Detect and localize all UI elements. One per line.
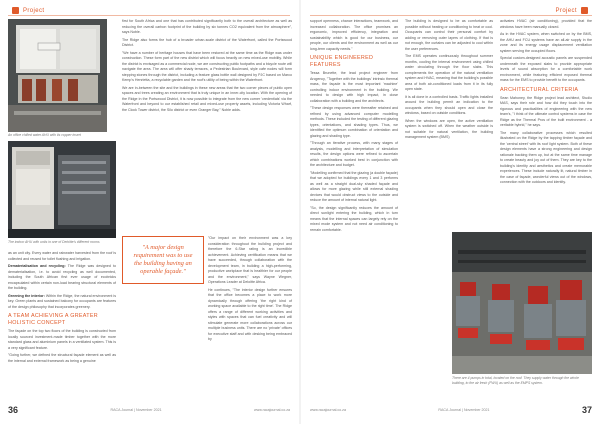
right-page-footer: www.racajournal.co.za RACA Journal | November 2021 37 (310, 405, 592, 415)
footer-magazine: RACA Journal (438, 408, 461, 412)
body-paragraph: "Going further, we defined the structural façade element as well as the internal and external framework as being a genuine (8, 353, 116, 363)
right-section-label: Project (555, 7, 577, 14)
page-number: 37 (581, 405, 592, 415)
body-paragraph: Special custom-designed acoustic panels are suspended underneath the exposed slabs to provide appropriate levels of sound absorption for a comfortable work environment, while featuring efficient exposed thermal mass for the EMS to provide benefit to the occupants. (500, 56, 592, 82)
section-marker-icon (581, 7, 588, 14)
footer-magazine: RACA Journal (110, 408, 134, 412)
right-column-3 (500, 19, 592, 227)
footer-date: November 2021 (463, 408, 490, 412)
pumps-photo-caption: There are 4 pumps in total, located on the roof. They supply water through the whole building, to the air fresh (FWU) as well as the EMPS system. (452, 376, 579, 385)
paragraph-lead: Greening the interior: (8, 293, 45, 298)
body-paragraph: The Ridge was designed to dematerialisation, i.e. to avoid recycling as well documented, including the South African first ever usage of ecobricks encapsulated within certain non-load bearing structural elements of the building. (8, 264, 117, 290)
left-section-label: Project (23, 7, 45, 14)
body-paragraph: support openness, chance interactions, teamwork, and increased collaboration. The office promises an ergonomic, improved efficiency, integration and sustainability which is good for our business, our people, our clients and the environment as well as our long-term capacity needs." (310, 19, 398, 51)
body-paragraph: The EMS operates continuously throughout summer months, cooling the internal environment using chilled water circulating through the floor slabs. This complements the operation of the natural ventilation system and HVAC, meaning that the building's possible area of both air-conditioned loads from it in its fully open state. (405, 54, 493, 91)
body-paragraph: "So, the design significantly reduces the amount of direct sunlight entering the building, which in turn means that the internal spaces can largely rely on the mixed mode system and not need air conditioning to remain comfortable. (310, 205, 398, 232)
page-gutter (299, 0, 301, 424)
ahu-photo-caption: An office chilled water AHU with its copper insert (8, 133, 81, 137)
section-subheading: ARCHITECTURAL CRITERIA (500, 86, 579, 93)
paragraph-lead: Dematerialisation and recycling: (8, 264, 66, 268)
body-paragraph: We are in-between the site and the buildings in these new areas that the two corner pieces of public open spaces and trees creating an environment that is truly unique in an inner-city location. With the opening of the Ridge in the Portswood District, it is now possible to integrate from the new corner 'credentials' via the Waterfront and beyond to our established retail and mixed-use property assets, including Victoria Wharf, the Clock Tower district, the Silo district or even Granger Bay," Noble adds. (122, 85, 292, 112)
body-paragraph: The many collaborative processes which resulted illustrated on the Ridge by the tapping timber façade and the 'central street' with its roof light system. Both of these design elements have a strong engineering and design rationale backing them up, but at the same time manage to create beauty and joy out of them. They are key to the building's identity and aesthetics and create memorable experiences. These include naturally lit, natural timber in the case of façade, wonderful views out of the windows, connection with the outdoors and identity. (500, 130, 592, 184)
body-paragraph: Tessa Brunette, the lead project engineer from Arcgency, "Together with the buildings' intrinsic thermal mass, the façade is the most important 'machine' controlling indoor environment in the building. We needed to design with high impact, in close collaboration with a building and the architects. (310, 71, 398, 103)
body-paragraph: first for South Africa and one that has contributed significantly both to the overall architecture as well as reducing the overall carbon footprint of the building by six tonnes CO2 equivalent from the atmosphere", says Noble. (122, 19, 292, 34)
page-number: 36 (8, 405, 19, 415)
right-column-1 (310, 19, 398, 401)
pumps-photo (452, 232, 592, 374)
left-column-3 (208, 236, 292, 401)
left-column-1 (8, 251, 116, 401)
header-rule (8, 15, 290, 16)
ahu-room-photo (8, 141, 116, 238)
body-paragraph: Within the Ridge, the natural environment is key. Green plants and sustained balcony for occupants are features of the design philosophy that incorporates greenery. (8, 293, 116, 309)
header-rule (310, 15, 592, 16)
body-paragraph: The façade on the top two floors of the building is constructed from locally sourced investment-made timber together with the more standard glass and aluminium panels in a ventilated system. This is a very significant feature. (8, 329, 116, 350)
body-paragraph: The building is designed to be as comfortable as possible without heating or conditioning to heat or cool. Occupants can control their personal comfort by adding or removing outer layers of clothing. If that is not enough, the curtains can be adjusted to cool within the user preferences. (405, 19, 493, 51)
body-paragraph: As in the HVAC system, when switched on by the BMS, the AHU and FCU systems have an all-air supply in the zone and its energy usage displacement ventilation system serving the occupied floors. (500, 32, 592, 53)
footer-date: November 2021 (136, 408, 162, 412)
body-paragraph: "We have a number of heritage houses that have been restored at the same time as the Ridge was under construction. These form part of the new district which will focus heavily on new mixed-use mobility. While the district is envisaged as a commercial node, we are constructing public footpaths and a bicycle route will navigate the area. The area will offer shady terraces, a Pedestrian Boulevard, style cafe nodes will form stepping stones through the district, including a feature glass bottle wall designed by PJC based on Marco Kemp's Henrietta, a recyclable garden and the roof's utility of being within the Waterfront. (122, 50, 292, 82)
body-paragraph: "Modelling confirmed that the glazing (a double façade) that we adopted for buildings every 1 and 3 performs as well as a straight dual-sky shaded façade and allows for more glazing while still external shading devices that would obstruct views to the outside and reduce the amount of internal natural light. (310, 170, 398, 202)
left-column-2 (122, 19, 292, 231)
body-paragraph: When the windows are open, the active ventilation system is switched off. When the weather outside is not suitable for natural ventilation, the building management system (BMS) (405, 118, 493, 139)
footer-url: www.racajournal.co.za (310, 408, 346, 412)
footer-url: www.racajournal.co.za (254, 408, 290, 412)
body-paragraph: He continues, "The interior design further ensures that the office becomes a place to work more dynamically through offering 'the right kind of working space available to the right time'. The Ridge offers a range of different working activities and styles with spaces that can fuel creativity and will stimulate generate more collaborations across our multiple business units. There are no 'private' offices for executive staff and with desking being embraced by (208, 287, 292, 341)
ahu-photo (8, 19, 107, 132)
pull-quote-text: "A major design requirement was to use the building having an operable façade." (133, 243, 193, 276)
body-paragraph: "These design responses were thereafter retained and refined by using advanced computer modelling methods. These included the testing of different glazing types, orientations, and shading types. Thus, we identified the optimum combination of orientation and glazing and shading type. (310, 106, 398, 138)
section-subheading: A TEAM ACHIEVING A GREATER HOLISTIC CONCEPT (8, 313, 98, 326)
body-paragraph: The Ridge also forms the hub of a broader urban-scale district of the Waterfront, called the Portswood District. (122, 37, 292, 47)
section-marker-icon (12, 7, 19, 14)
section-subheading: UNIQUE ENGINEERED FEATURES (310, 55, 374, 68)
left-page-footer: 36 RACA Journal | November 2021 www.racajournal.co.za (8, 405, 290, 415)
body-paragraph: Sean Mahoney, the Ridge project lead architect, Studio MAS, says their role and how did they touch into the rigorous and practicalities of engineering with the new team's, "I think of the ultimate control systems in case the Ridge as the Thermal Pros of the built environment - a veritable hybrid," he says. (500, 95, 592, 127)
pull-quote-box (122, 236, 204, 284)
body-paragraph: "Our impact on their environment was a key consideration throughout the building project and therefore the 6-Star rating is an incredible achievement. Achieving certification means that we have succeeded, through collaboration with the development team, in building a high-performing, productive workplace that is healthier for our people and the environment," says Wayne Wegner, Operations Leader at Deloitte Africa. (208, 236, 292, 284)
ahu-room-caption: The indoor AHU with units in one of Deloitte's different rooms (8, 240, 100, 244)
body-paragraph: It is all done in a controlled basis. Traffic lights installed around the building permit an indication to the occupants when they should open and close the windows, based on outside conditions. (405, 94, 493, 115)
body-paragraph: activates HVAC (air conditioning), provided that the windows have been manually closed. (500, 19, 592, 29)
body-paragraph: "Through an iterative process, with many stages of analysis, modelling and interpretation of simulation results, the design options were refined to ascertain which combinations worked best in conjunction with the architecture and budget. (310, 141, 398, 167)
body-paragraph: as an unit city. Every water and rainwater harvested from the roof is collected and reused for toilet flushing and irrigation. (8, 251, 116, 261)
